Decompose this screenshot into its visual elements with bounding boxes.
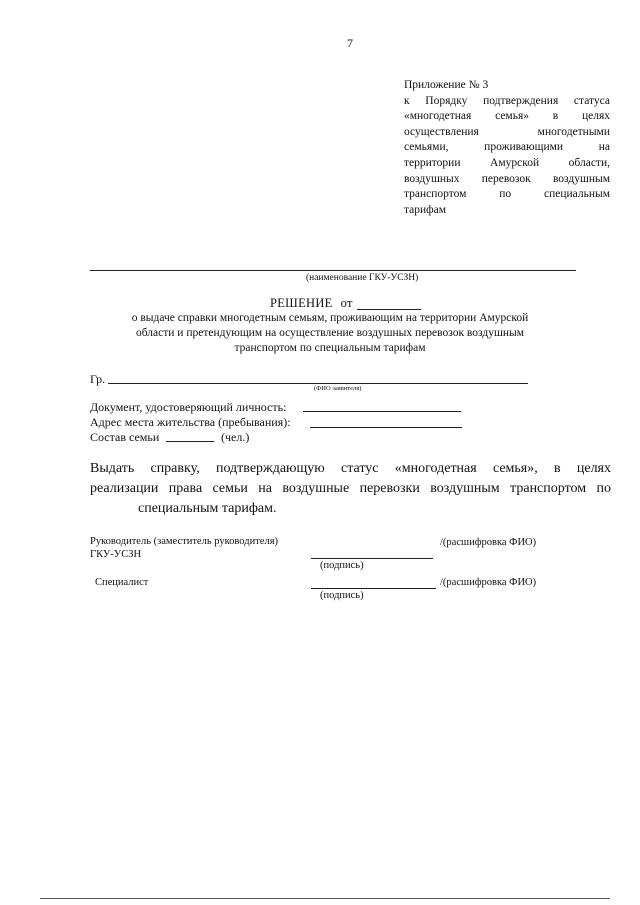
decision-title-row xyxy=(270,296,353,311)
page-number: 7 xyxy=(347,36,353,50)
appendix-heading xyxy=(404,78,610,218)
head-label: Руководитель (заместитель руководителя) xyxy=(90,536,279,547)
appendix-line: транспортом по специальным xyxy=(404,188,610,201)
document-line xyxy=(303,411,461,412)
appendix-line: воздушных перевозок воздушным xyxy=(404,172,610,185)
appendix-line: осуществления многодетными xyxy=(404,125,610,138)
appendix-title: Приложение № 3 xyxy=(404,79,489,91)
specialist-signature-line xyxy=(311,588,436,589)
appendix-line: территории Амурской области, xyxy=(404,156,610,169)
appendix-line: к Порядку подтверждения статуса xyxy=(404,94,610,107)
family-count-line xyxy=(166,441,214,442)
citizen-name-caption: (ФИО заявителя) xyxy=(314,385,362,392)
scan-edge-line xyxy=(40,898,610,899)
head-label-org: ГКУ-УСЗН xyxy=(90,549,142,560)
appendix-line: семьями, проживающими на xyxy=(404,141,610,154)
address-label: Адрес места жительства (пребывания): xyxy=(90,415,291,429)
address-line xyxy=(310,427,462,428)
main-text-line: Выдать справку, подтверждающую статус «многодетная семья», в целях xyxy=(90,461,611,476)
head-signature-caption: (подпись) xyxy=(320,560,364,571)
specialist-label: Специалист xyxy=(95,577,149,588)
family-label: Состав семьи xyxy=(90,430,160,444)
specialist-name-decoding: /(расшифровка ФИО) xyxy=(440,577,537,588)
family-unit: (чел.) xyxy=(221,430,250,444)
decision-title: РЕШЕНИЕ xyxy=(270,296,333,310)
decision-from-label: от xyxy=(340,296,353,310)
decision-date-line xyxy=(357,309,421,310)
org-name-line xyxy=(90,270,576,271)
document-label: Документ, удостоверяющий личность: xyxy=(90,400,287,414)
main-text xyxy=(90,459,611,519)
citizen-label: Гр. xyxy=(90,372,106,386)
appendix-line: «многодетная семья» в целях xyxy=(404,110,610,123)
head-signature-line xyxy=(311,558,433,559)
org-name-caption: (наименование ГКУ-УСЗН) xyxy=(306,273,419,283)
head-name-decoding: /(расшифровка ФИО) xyxy=(440,537,537,548)
main-text-line: реализации права семьи на воздушные перевозки воздушным транспортом по xyxy=(90,481,611,496)
citizen-name-line xyxy=(108,383,528,384)
specialist-signature-caption: (подпись) xyxy=(320,590,364,601)
appendix-line: тарифам xyxy=(404,203,447,216)
decision-description: о выдаче справки многодетным семьям, проживающим на территории Амурской области и претендующим на осуществление воздушных перевозок воздушным транспортом по специальным тарифам xyxy=(131,312,529,354)
main-text-line: специальным тарифам. xyxy=(138,501,277,516)
